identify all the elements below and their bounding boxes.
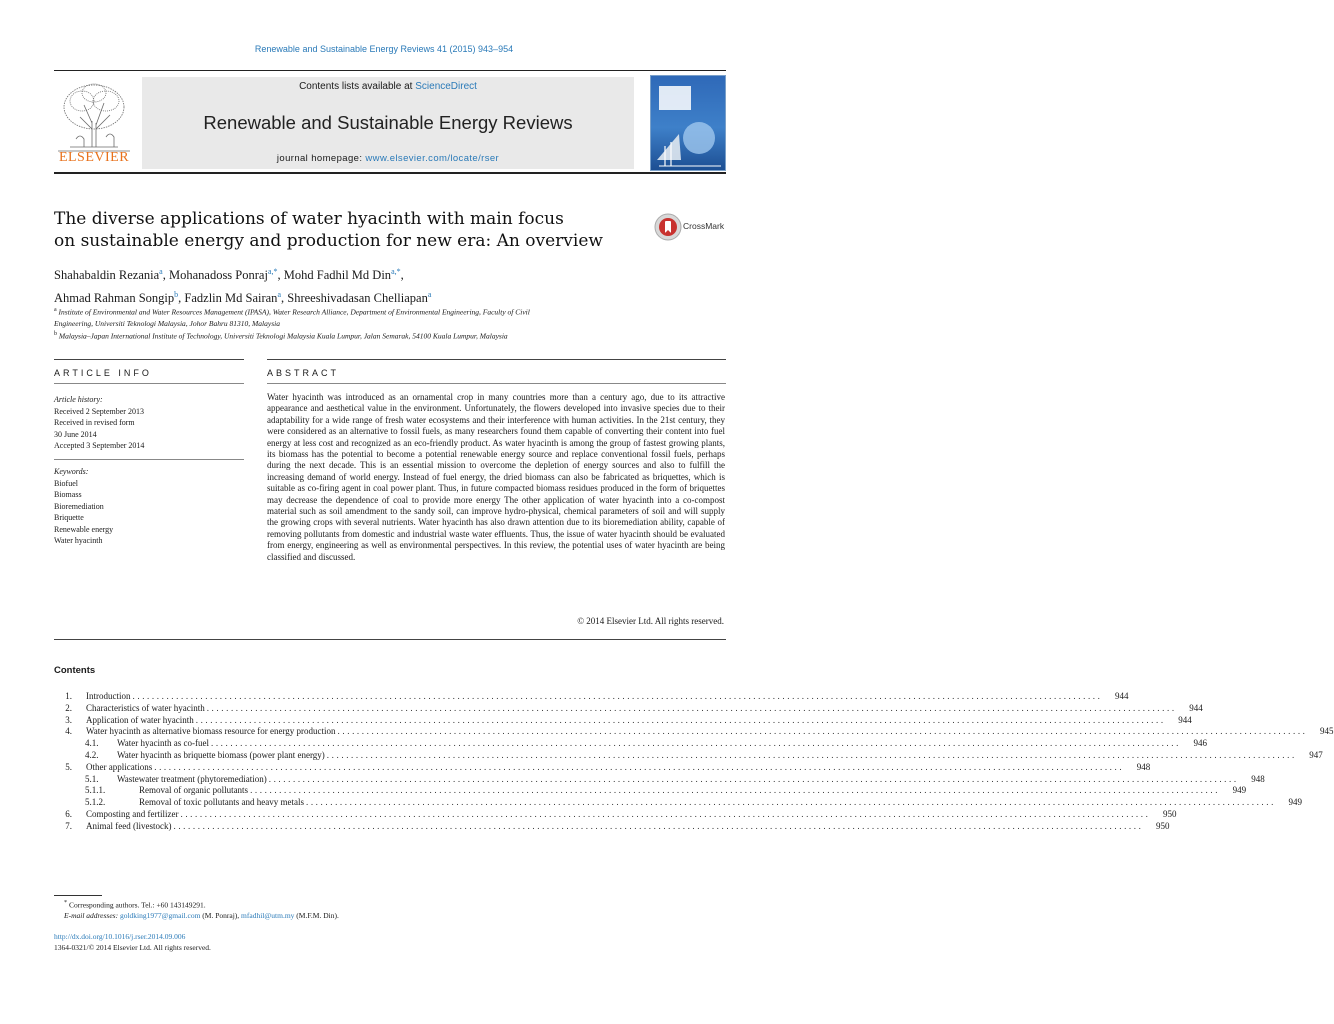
contents-available: Contents lists available at ScienceDirect (299, 81, 477, 92)
crossmark-label: CrossMark (683, 221, 725, 231)
footnotes (64, 898, 339, 922)
paper-title (54, 208, 634, 252)
toc-page: 950 (1155, 820, 1170, 831)
toc-entry[interactable] (54, 714, 1192, 727)
history-item: Accepted 3 September 2014 (54, 441, 145, 450)
toc-number: 7. (65, 820, 72, 831)
sciencedirect-link[interactable]: ScienceDirect (415, 81, 477, 92)
keyword[interactable]: Biomass (54, 490, 82, 499)
corresponding-note: * Corresponding authors. Tel.: +60 143149291. (64, 899, 206, 910)
toc-number: 5.1. (85, 773, 99, 784)
toc-leader-dots: ........................................................................................................................................................................................................ (326, 749, 1297, 760)
toc-number: 1. (65, 691, 72, 701)
toc-number: 4. (65, 726, 72, 737)
abstract-copyright: © 2014 Elsevier Ltd. All rights reserved. (577, 616, 724, 626)
divider (267, 359, 726, 360)
toc-title: Other applications (86, 761, 153, 772)
keyword[interactable]: Biofuel (54, 478, 78, 488)
title-line-1: The diverse applications of water hyacinth with main focus (54, 209, 564, 229)
toc-leader-dots: ........................................................................................................................................................................................................ (210, 738, 1181, 749)
toc-number: 5.1.2. (85, 797, 106, 808)
toc-entry[interactable] (54, 761, 1151, 774)
author-name: Shreeshivadasan Chelliapan (287, 291, 428, 306)
toc-leader-dots: ........................................................................................................................................................................................................ (206, 702, 1177, 713)
author-name: Ahmad Rahman Songip (54, 291, 175, 306)
email-note: E-mail addresses: goldking1977@gmail.com (M. Ponraj), mfadhil@utm.my (M.F.M. Din). (64, 911, 339, 920)
history-item: Received in revised form (54, 418, 135, 427)
abstract-text: Water hyacinth was introduced as an ornamental crop in many countries more than a century ago, due to its attractive appearance and aesthetical value in the environment. Unfortunately, the flowers developed into invasive species due to their adaptability for a wide range of fresh water ecosystems and their interference with human activities. In the 21st century, they were considered as an alternative to fossil fuels, as many researchers found them capable of converting their content into fuel energy at less cost and recognized as an eco-friendly product. As water hyacinth is among the group of fastest growing plants, its biomass has the potential to become a potential renewable energy source and replace conventional fossil fuels, perhaps during the next decade. This is an essential mission to overcome the depletion of energy sources and also to fulfill the increasing demand of world energy. Instead of fuel energy, the dried biomass can also be fabricated as briquettes, which is suitable as co-firing agent in coal power plant. Thus, in future compacted biomass residues produced in the form of briquettes may decrease the dependence of coal to provide more energy The other application of water hyacinth into a co-compost material such as soil amendment to the sandy soil, can improve hydro-physical, chemical parameters of soil and will supply the growing crops with several nutrients. Water hyacinth has also drawn attention due to its bioremediation ability, capable of removing pollutants from domestic and industrial waste water effluents. Thus, the issue of water hyacinth should be evaluated from energy, engineering as well as environmental perspectives. In this review, the potential uses of water hyacinth are being classified and discussed. (267, 392, 725, 562)
toc-page: 945 (1320, 726, 1334, 737)
toc-page: 944 (1189, 702, 1203, 713)
toc-leader-dots: ........................................................................................................................................................................................................ (173, 820, 1144, 831)
doi-block (54, 931, 211, 953)
keyword[interactable]: Bioremediation (54, 501, 104, 511)
history-item: Received 2 September 2013 (54, 406, 144, 416)
author-affil-mark[interactable]: b (174, 290, 179, 300)
keyword[interactable]: Briquette (54, 513, 84, 522)
author-name: Shahabaldin Rezania (54, 268, 160, 283)
keyword[interactable]: Water hyacinth (54, 536, 103, 545)
toc-entry[interactable] (54, 691, 1129, 703)
abstract-heading: ABSTRACT (267, 368, 340, 378)
contents-heading: Contents (54, 665, 96, 676)
toc-number: 5. (65, 761, 72, 772)
toc-leader-dots: ........................................................................................................................................................................................................ (337, 726, 1308, 737)
toc-entry[interactable] (54, 797, 1302, 809)
toc-title: Removal of toxic pollutants and heavy metals (139, 797, 304, 808)
table-of-contents (54, 691, 1334, 833)
toc-leader-dots: ........................................................................................................................................................................................................ (305, 797, 1276, 808)
toc-title: Removal of organic pollutants (139, 785, 249, 796)
journal-homepage: journal homepage: www.elsevier.com/locate/rser (276, 153, 500, 164)
toc-entry[interactable] (54, 702, 1203, 715)
crossmark-icon (654, 212, 682, 242)
toc-leader-dots: ........................................................................................................................................................................................................ (250, 785, 1221, 796)
toc-entry[interactable] (54, 773, 1265, 786)
toc-entry[interactable] (54, 749, 1323, 762)
affiliation-b: $^b$ Malaysia–Japan International Institute of Technology, Universiti Teknologi Malaysia Kuala Lumpur, Jalan Semarak, 54100 Kuala Lumpur, Malaysia (54, 330, 508, 340)
toc-entry[interactable] (54, 785, 1247, 797)
author-affil-mark[interactable]: a,* (267, 267, 278, 276)
toc-number: 2. (65, 702, 72, 713)
keywords-label: Keywords: (54, 467, 89, 476)
journal-cover-image (650, 75, 726, 171)
toc-entry[interactable] (54, 820, 1170, 833)
toc-number: 4.1. (85, 738, 99, 749)
authors-line-2: Ahmad Rahman Songip$^b$, Fadzlin Md Sairan$^a$, Shreeshivadasan Chelliapan$^a$ (54, 290, 432, 306)
toc-title: Composting and fertilizer (86, 808, 179, 819)
email-link[interactable]: mfadhil@utm.my (241, 911, 295, 920)
toc-leader-dots: ........................................................................................................................................................................................................ (180, 808, 1151, 819)
toc-leader-dots: ........................................................................................................................................................................................................ (268, 773, 1239, 784)
authors-line-1: Shahabaldin Rezania$^a$, Mohanadoss Ponraj$^{a,*}$, Mohd Fadhil Md Din$^{a,*}$, (54, 267, 404, 283)
toc-leader-dots: ........................................................................................................................................................................................................ (132, 691, 1103, 701)
author-affil-mark[interactable]: a (277, 290, 281, 300)
toc-entry[interactable] (54, 808, 1177, 821)
author-name: Mohanadoss Ponraj (168, 268, 268, 283)
journal-title: Renewable and Sustainable Energy Reviews (203, 112, 573, 133)
doi-link[interactable]: http://dx.doi.org/10.1016/j.rser.2014.09.006 (54, 932, 186, 941)
toc-title: Water hyacinth as briquette biomass (power plant energy) (117, 749, 325, 760)
toc-page: 946 (1193, 738, 1207, 749)
toc-title: Introduction (86, 691, 131, 701)
toc-page: 944 (1178, 714, 1192, 725)
footnote-rule (54, 895, 102, 896)
masthead-banner (142, 77, 634, 169)
toc-page: 948 (1136, 761, 1151, 772)
toc-title: Animal feed (livestock) (86, 820, 172, 831)
toc-title: Wastewater treatment (phytoremediation) (117, 773, 267, 784)
keyword[interactable]: Renewable energy (54, 524, 114, 534)
divider (267, 383, 726, 384)
toc-title: Water hyacinth as co-fuel (117, 738, 209, 749)
toc-page: 949 (1288, 797, 1302, 808)
affiliation-a: $^a$ Institute of Environmental and Water Resources Management (IPASA), Water Research Alliance, Department of Environmental Engineering, Faculty of Civil (54, 307, 530, 317)
author-list (54, 262, 674, 308)
article-history (54, 394, 244, 452)
history-item: 30 June 2014 (54, 429, 97, 439)
toc-title: Characteristics of water hyacinth (86, 702, 205, 713)
toc-entry[interactable] (54, 726, 1334, 738)
toc-title: Water hyacinth as alternative biomass resource for energy production (86, 726, 336, 737)
author-name: Mohd Fadhil Md Din (283, 268, 392, 283)
author-affil-mark[interactable]: a,* (391, 267, 401, 276)
toc-leader-dots: ........................................................................................................................................................................................................ (195, 714, 1166, 725)
elsevier-wordmark: ELSEVIER (58, 150, 130, 165)
issn-line: 1364-0321/© 2014 Elsevier Ltd. All rights reserved. (54, 943, 211, 952)
title-line-2: on sustainable energy and production for new era: An overview (54, 231, 603, 251)
cover-illustration (651, 116, 727, 170)
crossmark-button[interactable] (654, 212, 730, 242)
author-affil-mark[interactable]: a (159, 267, 163, 276)
author-affil-mark[interactable]: a (427, 290, 432, 300)
keywords (54, 466, 244, 547)
divider (54, 359, 244, 360)
toc-page: 948 (1251, 773, 1265, 784)
journal-masthead (54, 70, 726, 174)
journal-reference[interactable]: Renewable and Sustainable Energy Reviews 41 (2015) 943–954 (254, 44, 514, 54)
email-link[interactable]: goldking1977@gmail.com (119, 911, 201, 920)
homepage-link[interactable]: www.elsevier.com/locate/rser (365, 153, 500, 164)
toc-entry[interactable] (54, 738, 1207, 750)
toc-page: 944 (1115, 691, 1129, 701)
toc-page: 947 (1309, 749, 1323, 760)
toc-leader-dots: ........................................................................................................................................................................................................ (154, 761, 1125, 772)
toc-number: 6. (65, 808, 72, 819)
author-name: Fadzlin Md Sairan (184, 291, 278, 306)
toc-page: 950 (1162, 808, 1177, 819)
affiliations (54, 305, 714, 341)
toc-number: 5.1.1. (85, 785, 106, 796)
divider (54, 639, 726, 640)
divider (54, 383, 244, 384)
toc-number: 4.2. (85, 749, 99, 760)
article-info-heading: ARTICLE INFO (54, 368, 152, 378)
cover-title-box (659, 86, 691, 110)
toc-number: 3. (65, 714, 72, 725)
affiliation-a-cont: Engineering, Universiti Teknologi Malaysia, Johor Bahru 81310, Malaysia (54, 318, 280, 328)
history-label: Article history: (54, 395, 103, 404)
toc-page: 949 (1232, 785, 1247, 796)
toc-title: Application of water hyacinth (86, 714, 194, 725)
divider (54, 459, 244, 460)
